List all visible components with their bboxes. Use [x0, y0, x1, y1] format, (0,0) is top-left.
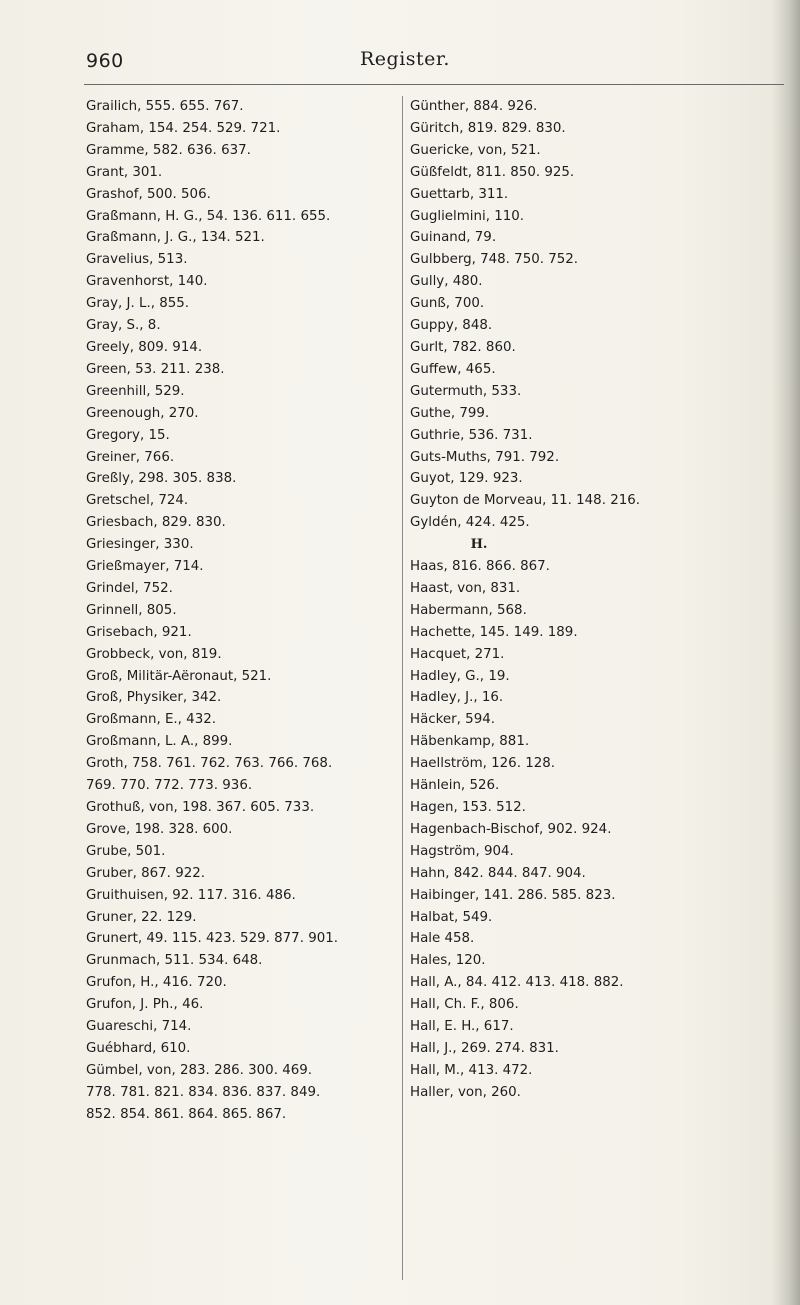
index-entry: Grunert, 49. 115. 423. 529. 877. 901. [86, 931, 339, 947]
index-entry: Guts-Muths, 791. 792. [410, 449, 560, 465]
index-entry: Graßmann, J. G., 134. 521. [86, 230, 265, 246]
index-entry: Guyton de Morveau, 11. 148. 216. [410, 493, 641, 509]
column-divider [402, 96, 403, 1280]
index-entry: Habermann, 568. [410, 602, 527, 618]
index-entry: Grufon, H., 416. 720. [86, 975, 227, 991]
index-entry: Green, 53. 211. 238. [86, 361, 225, 377]
index-entry: Gurlt, 782. 860. [410, 339, 516, 355]
index-entry: Griesinger, 330. [86, 537, 194, 553]
index-entry: Hall, J., 269. 274. 831. [410, 1040, 559, 1056]
index-entry: Gyldén, 424. 425. [410, 515, 530, 531]
index-entry: 769. 770. 772. 773. 936. [86, 778, 253, 794]
index-entry: 778. 781. 821. 834. 836. 837. 849. [86, 1084, 321, 1100]
index-entry: Guericke, von, 521. [410, 142, 541, 158]
header-rule [84, 84, 784, 85]
index-entry: Grießmayer, 714. [86, 559, 204, 575]
index-entry: Hall, Ch. F., 806. [410, 997, 519, 1013]
index-entry: Graßmann, H. G., 54. 136. 611. 655. [86, 208, 331, 224]
index-entry: Guareschi, 714. [86, 1019, 192, 1035]
index-entry: Gravelius, 513. [86, 252, 188, 268]
index-entry: Hadley, G., 19. [410, 668, 510, 684]
index-entry: Grashof, 500. 506. [86, 186, 211, 202]
index-entry: Haibinger, 141. 286. 585. 823. [410, 887, 616, 903]
index-entry: Gruner, 22. 129. [86, 909, 197, 925]
index-entry: Gruithuisen, 92. 117. 316. 486. [86, 887, 296, 903]
index-entry: Gully, 480. [410, 274, 483, 290]
index-entry: Haast, von, 831. [410, 580, 521, 596]
index-entry: Großmann, E., 432. [86, 712, 216, 728]
index-entry: Groth, 758. 761. 762. 763. 766. 768. [86, 756, 333, 772]
index-entry: Gregory, 15. [86, 427, 170, 443]
index-column-left [86, 96, 396, 1126]
index-entry: Groß, Physiker, 342. [86, 690, 222, 706]
index-entry: Guthe, 799. [410, 405, 490, 421]
index-entry: Hachette, 145. 149. 189. [410, 624, 578, 640]
index-column-right [410, 96, 785, 1104]
index-entry: Gray, J. L., 855. [86, 296, 190, 312]
index-entry: 852. 854. 861. 864. 865. 867. [86, 1106, 287, 1122]
index-entry: Guettarb, 311. [410, 186, 509, 202]
index-entry: Güßfeldt, 811. 850. 925. [410, 164, 575, 180]
index-entry: Häbenkamp, 881. [410, 734, 530, 750]
index-entry: Guébhard, 610. [86, 1040, 191, 1056]
index-entry: Hacquet, 271. [410, 646, 505, 662]
index-entry: Gray, S., 8. [86, 318, 161, 334]
index-entry: Hales, 120. [410, 953, 486, 969]
index-entry: Gümbel, von, 283. 286. 300. 469. [86, 1062, 313, 1078]
index-entry: Haellström, 126. 128. [410, 756, 556, 772]
index-entry: Guthrie, 536. 731. [410, 427, 533, 443]
index-entry: Guyot, 129. 923. [410, 471, 523, 487]
section-letter-heading: H. [470, 537, 488, 553]
index-entry: Grove, 198. 328. 600. [86, 821, 233, 837]
index-entry: Hagen, 153. 512. [410, 800, 526, 815]
page-number: 960 [86, 50, 124, 72]
running-head: Register. [360, 48, 450, 70]
index-entry: Grunmach, 511. 534. 648. [86, 953, 263, 969]
index-entry: Gretschel, 724. [86, 493, 189, 509]
index-entry: Hagenbach-Bischof, 902. 924. [410, 821, 612, 837]
index-entry: Guppy, 848. [410, 318, 493, 334]
index-entry: Grobbeck, von, 819. [86, 646, 222, 662]
index-entry: Halbat, 549. [410, 909, 493, 925]
index-entry: Grant, 301. [86, 164, 163, 180]
index-entry: Grothuß, von, 198. 367. 605. 733. [86, 800, 315, 815]
index-entry: Gunß, 700. [410, 296, 485, 312]
index-entry: Gramme, 582. 636. 637. [86, 142, 251, 158]
index-entry: Hahn, 842. 844. 847. 904. [410, 865, 586, 881]
index-entry: Hänlein, 526. [410, 778, 500, 794]
index-entry: Grindel, 752. [86, 580, 173, 596]
index-entry: Guffew, 465. [410, 361, 496, 377]
index-entry: Hale 458. [410, 931, 475, 947]
index-entry: Güritch, 819. 829. 830. [410, 120, 566, 136]
index-entry: Hall, A., 84. 412. 413. 418. 882. [410, 975, 624, 991]
index-entry: Hagström, 904. [410, 843, 514, 859]
index-entry: Grinnell, 805. [86, 602, 177, 618]
index-entry: Greely, 809. 914. [86, 339, 203, 355]
index-entry: Grube, 501. [86, 843, 166, 859]
index-entry: Gutermuth, 533. [410, 383, 522, 399]
index-entry: Günther, 884. 926. [410, 99, 538, 114]
index-entry: Haller, von, 260. [410, 1084, 521, 1100]
index-entry: Guinand, 79. [410, 230, 497, 246]
index-entry: Großmann, L. A., 899. [86, 734, 233, 750]
index-entry: Hall, M., 413. 472. [410, 1062, 533, 1078]
index-entry: Gruber, 867. 922. [86, 865, 206, 881]
index-entry: Häcker, 594. [410, 712, 495, 728]
index-entry: Gravenhorst, 140. [86, 274, 208, 290]
index-entry: Haas, 816. 866. 867. [410, 559, 550, 575]
index-entry: Greenough, 270. [86, 405, 199, 421]
index-entry: Grisebach, 921. [86, 624, 192, 640]
index-entry: Grufon, J. Ph., 46. [86, 997, 204, 1013]
index-entry: Guglielmini, 110. [410, 208, 525, 224]
index-entry: Hadley, J., 16. [410, 690, 504, 706]
index-entry: Graham, 154. 254. 529. 721. [86, 120, 281, 136]
index-entry: Hall, E. H., 617. [410, 1019, 514, 1035]
index-entry: Greßly, 298. 305. 838. [86, 471, 237, 487]
index-entry: Griesbach, 829. 830. [86, 515, 226, 531]
index-entry: Greenhill, 529. [86, 383, 185, 399]
index-entry: Groß, Militär-Aëronaut, 521. [86, 668, 272, 684]
index-entry: Greiner, 766. [86, 449, 175, 465]
index-entry: Gulbberg, 748. 750. 752. [410, 252, 579, 268]
index-entry: Grailich, 555. 655. 767. [86, 99, 244, 114]
